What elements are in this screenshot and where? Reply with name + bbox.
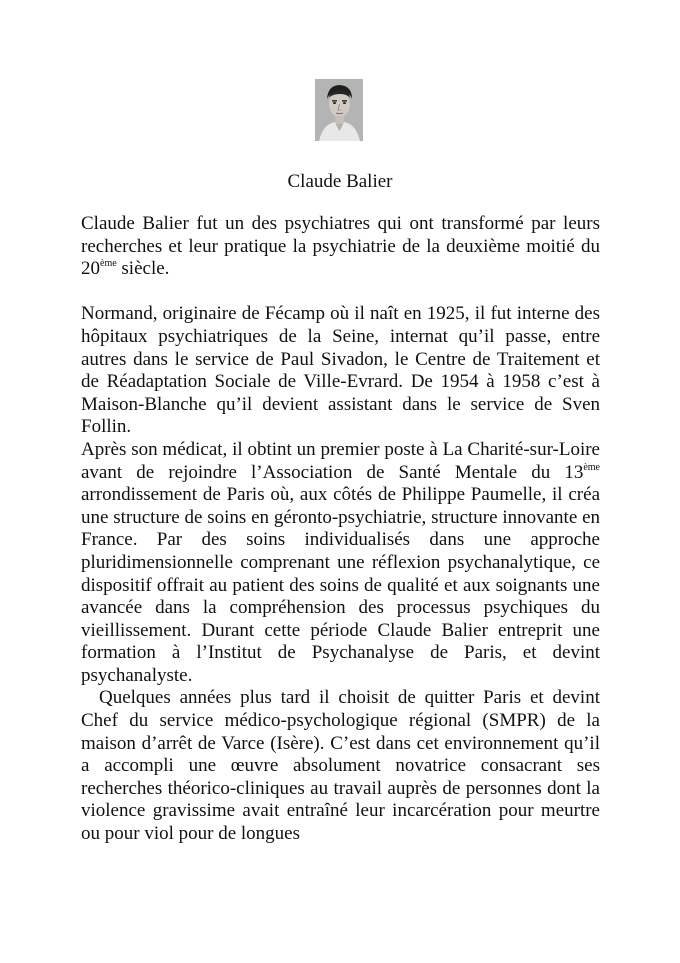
career-text: Après son médicat, il obtint un premier poste à La Charité-sur-Loire avant de rejoindre l’Association de Santé Mentale du 13 [81,438,600,483]
paragraph-gap [81,281,600,304]
career-text-end: arrondissement de Paris où, aux côtés de Philippe Paumelle, il créa une structure de soins en géronto-psychiatrie, structure innovante en France. Par des soins individualisés dans une approche pluridimensionnelle comprenant une réflexion psychanalytique, ce dispositif offrait au patient des soins de qualité et aux soignants une avancée dans la compréhension des processus psychiques du vieillissement. Durant cette période Claude Balier entreprit une formation à l’Institut de Psychanalyse de Paris, et devint psychanalyste. [81,484,600,686]
intro-paragraph [81,213,600,281]
intro-text: Claude Balier fut un des psychiatres qui ont transformé par leurs recherches et leur pratique la psychiatrie de la deuxième moitié du 20 [81,213,600,280]
intro-superscript: ème [100,258,117,270]
portrait-photo [315,79,363,141]
page-title: Claude Balier [287,171,393,192]
intro-text-end: siècle. [116,258,170,280]
career-superscript: ème [583,461,600,473]
portrait-image [315,79,363,141]
smpr-paragraph: Quelques années plus tard il choisit de quitter Paris et devint Chef du service médico-psychologique régional (SMPR) de la maison d’arrêt de Varce (Isère). C’est dans cet environnement qu’il a accompli une œuvre absolument novatrice consacrant ses recherches théorico-cliniques au travail auprès de personnes dont la violence gravissime avait entraîné leur incarcération pour meurtre ou pour viol pour de longues [81,687,600,845]
career-paragraph [81,439,600,688]
biography-text [81,213,600,846]
origins-paragraph: Normand, originaire de Fécamp où il naît en 1925, il fut interne des hôpitaux psychiatriques de la Seine, internat qu’il passe, entre autres dans le service de Paul Sivadon, le Centre de Traitement et de Réadaptation Sociale de Ville-Evrard. De 1954 à 1958 c’est à Maison-Blanche qu’il devient assistant dans le service de Sven Follin. [81,303,600,438]
